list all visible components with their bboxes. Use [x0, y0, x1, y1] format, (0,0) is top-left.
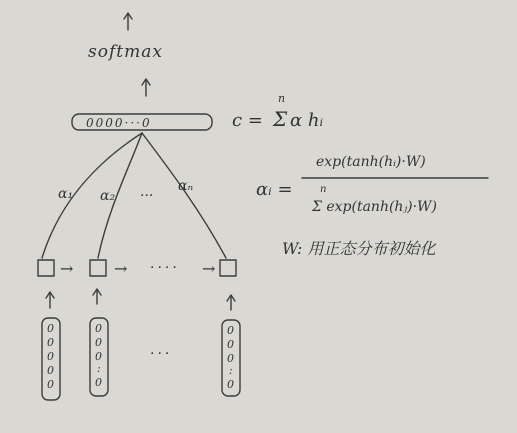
embedding-column-2-cell: 0: [95, 336, 102, 349]
arrow-to-title: [124, 13, 132, 30]
embedding-column-1-cell: 0: [47, 336, 54, 349]
embedding-column-2: [90, 318, 108, 396]
alpha-formula-numerator: exp(tanh(hᵢ)·W): [316, 154, 426, 170]
context-formula-sum-top: n: [278, 92, 286, 105]
softmax-label: softmax: [88, 42, 163, 62]
embedding-column-2-cells: [95, 322, 106, 389]
alpha-2-label: α₂: [100, 188, 116, 204]
embedding-column-n-cell: 0: [227, 352, 234, 365]
hidden-state-n: [220, 260, 236, 276]
chain-dots: ····: [150, 260, 180, 276]
chain-arrow-2: →: [114, 259, 128, 278]
chain-arrow-3: →: [202, 259, 216, 278]
embedding-arrows: [46, 289, 235, 310]
embedding-column-n: [222, 320, 240, 396]
alpha-formula-denominator: Σ exp(tanh(hⱼ)·W): [312, 199, 437, 215]
rnn-chain: [38, 259, 236, 278]
context-vector: [72, 114, 212, 130]
embedding-column-1-cell: 0: [47, 322, 54, 335]
embedding-column-1-cell: 0: [47, 350, 54, 363]
context-formula-sum: Σ: [273, 107, 288, 131]
alpha-n-label: αₙ: [178, 178, 194, 194]
w-initialization-note: W: 用正态分布初始化: [282, 239, 436, 258]
embedding-column-1-cell: 0: [47, 378, 54, 391]
alpha-1-label: α₁: [58, 186, 74, 202]
hidden-state-2: [90, 260, 106, 276]
embedding-column-n-cell: :: [229, 364, 233, 377]
embedding-dots: ···: [150, 346, 173, 362]
alpha-formula-sum-top: n: [320, 184, 327, 195]
embedding-column-2-cell: 0: [95, 322, 102, 335]
embedding-column-n-cell: 0: [227, 324, 234, 337]
alpha-formula-lhs: αᵢ =: [256, 179, 293, 200]
embedding-column-1-cells: [47, 322, 58, 391]
hidden-state-1: [38, 260, 54, 276]
embedding-column-2-cell: 0: [95, 376, 102, 389]
context-vector-cells: 0000···0: [86, 116, 152, 130]
embedding-column-2-cell: :: [97, 362, 101, 375]
embedding-column-n-cells: [227, 324, 238, 391]
chain-arrow-1: →: [60, 259, 74, 278]
alpha-dots-label: ···: [140, 188, 154, 204]
context-formula-rhs: α hᵢ: [290, 110, 324, 131]
arrow-to-softmax: [142, 79, 150, 96]
embedding-column-1: [42, 318, 60, 400]
embedding-column-n-cell: 0: [227, 378, 234, 391]
context-formula-lhs: c =: [232, 110, 263, 131]
embedding-column-n-cell: 0: [227, 338, 234, 351]
embedding-column-1-cell: 0: [47, 364, 54, 377]
embedding-column-2-cell: 0: [95, 350, 102, 363]
